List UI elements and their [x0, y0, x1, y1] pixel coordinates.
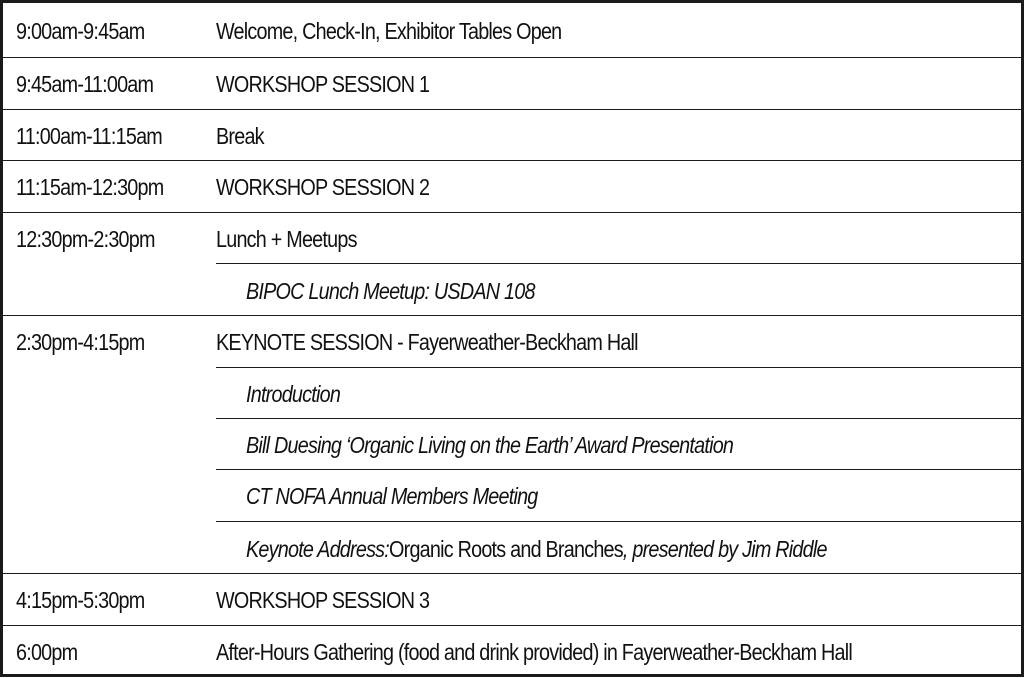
sub-item: Bill Duesing ‘Organic Living on the Earth’ Award Presentation: [246, 431, 734, 458]
sub-divider: [216, 521, 1021, 522]
schedule-row: [3, 110, 1021, 162]
schedule-row: [3, 316, 1021, 368]
sub-row: [3, 368, 1021, 420]
event-title: WORKSHOP SESSION 3: [216, 586, 430, 613]
event-title: Lunch + Meetups: [216, 225, 357, 252]
time-slot: 9:45am-11:00am: [16, 70, 154, 97]
sub-item: CT NOFA Annual Members Meeting: [246, 482, 538, 509]
sub-row: [3, 523, 1021, 575]
event-title: Welcome, Check-In, Exhibitor Tables Open: [216, 17, 562, 44]
sub-divider: [216, 263, 1021, 264]
event-title: WORKSHOP SESSION 2: [216, 173, 430, 200]
schedule-row: [3, 213, 1021, 265]
time-slot: 6:00pm: [16, 638, 78, 665]
sub-row: [3, 265, 1021, 317]
time-slot: 12:30pm-2:30pm: [16, 225, 155, 252]
schedule-row: [3, 574, 1021, 626]
schedule-row: [3, 58, 1021, 110]
time-slot: 9:00am-9:45am: [16, 17, 145, 44]
schedule-row: [3, 5, 1021, 57]
time-slot: 11:00am-11:15am: [16, 122, 162, 149]
sub-row: [3, 470, 1021, 522]
time-slot: 4:15pm-5:30pm: [16, 586, 145, 613]
sub-row: [3, 419, 1021, 471]
sub-item: Introduction: [246, 380, 341, 407]
event-title: Break: [216, 122, 264, 149]
schedule-row: [3, 626, 1021, 678]
sub-item: Keynote Address: Organic Roots and Branches , presented by Jim Riddle: [246, 535, 827, 562]
time-slot: 11:15am-12:30pm: [16, 173, 164, 200]
schedule-row: [3, 161, 1021, 213]
event-title: KEYNOTE SESSION - Fayerweather-Beckham Hall: [216, 328, 638, 355]
sub-item: BIPOC Lunch Meetup: USDAN 108: [246, 277, 535, 304]
event-title: WORKSHOP SESSION 1: [216, 70, 430, 97]
time-slot: 2:30pm-4:15pm: [16, 328, 145, 355]
event-title: After-Hours Gathering (food and drink provided) in Fayerweather-Beckham Hall: [216, 638, 852, 665]
